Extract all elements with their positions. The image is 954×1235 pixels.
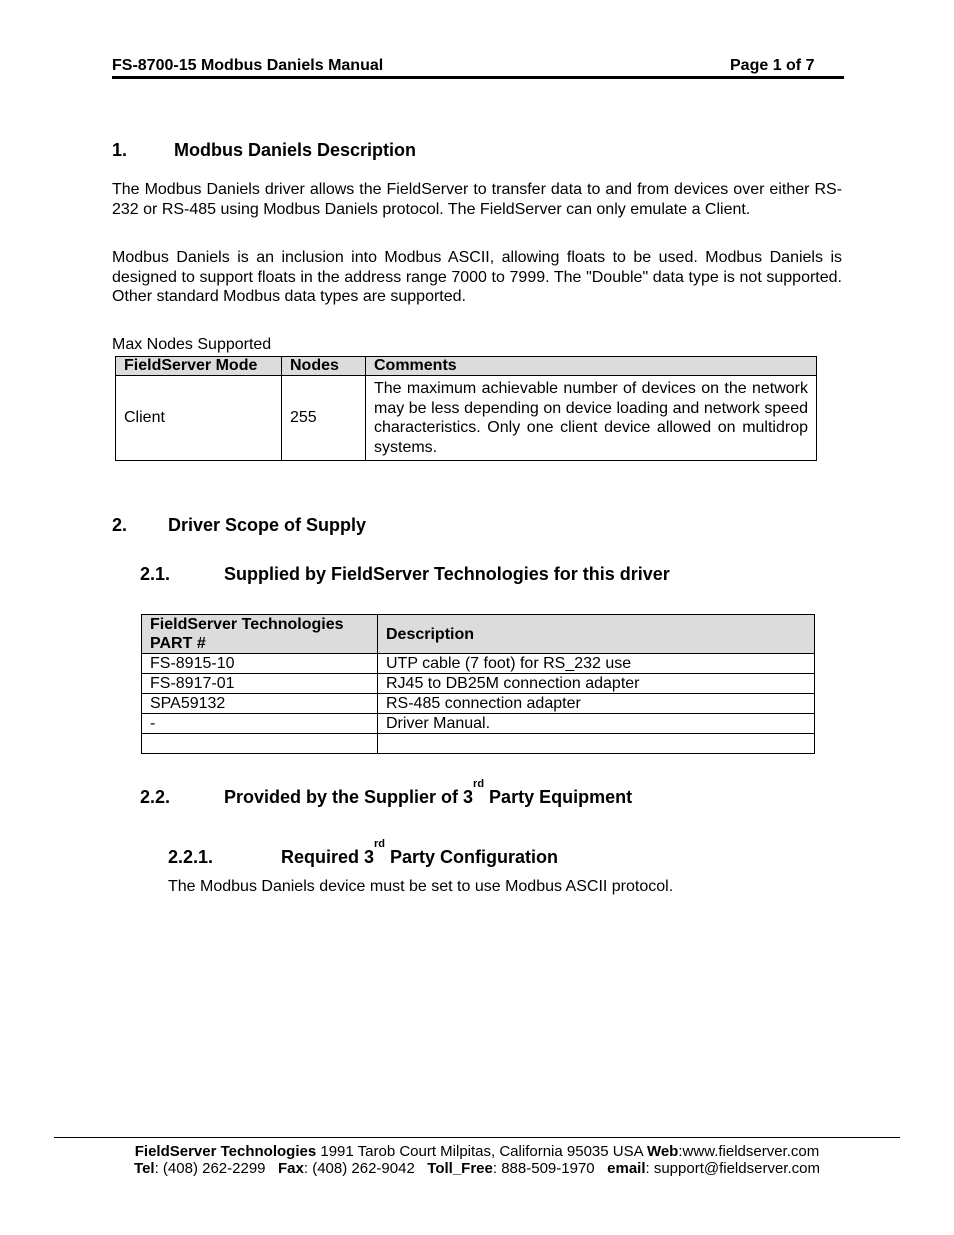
- footer-tollfree: : 888-509-1970: [492, 1160, 608, 1177]
- table-cell: -: [142, 714, 378, 734]
- table-cell: RJ45 to DB25M connection adapter: [378, 674, 815, 694]
- section-2-1-number: 2.1.: [140, 564, 171, 584]
- footer-company: FieldServer Technologies: [134, 1143, 317, 1160]
- footer-address: 1991 Tarob Court Milpitas, California 95035 USA: [316, 1143, 647, 1160]
- table-cell: [142, 734, 378, 754]
- table-row: [142, 674, 815, 694]
- section-2-1-title: Supplied by FieldServer Technologies for this driver: [224, 564, 670, 584]
- table-cell: FS-8917-01: [142, 674, 378, 694]
- footer-email-label: email: [607, 1160, 646, 1177]
- table-row: [142, 734, 815, 754]
- table-cell: Client: [116, 376, 282, 461]
- table-cell: UTP cable (7 foot) for RS_232 use: [378, 654, 815, 674]
- section-2-2-1-text: The Modbus Daniels device must be set to use Modbus ASCII protocol.: [168, 878, 674, 895]
- footer-tel: : (408) 262-2299: [154, 1160, 279, 1177]
- column-header: Comments: [366, 357, 817, 376]
- table-cell: FS-8915-10: [142, 654, 378, 674]
- section-2-2-1-title: Required 3rd Party Configuration: [281, 838, 559, 867]
- table-cell: 255: [282, 376, 366, 461]
- table-cell: [378, 734, 815, 754]
- table-cell: SPA59132: [142, 694, 378, 714]
- section-2-2-number: 2.2.: [140, 787, 171, 807]
- footer-rule: [54, 1137, 900, 1138]
- column-header: FieldServer Mode: [116, 357, 282, 376]
- table-caption: Max Nodes Supported: [112, 336, 272, 353]
- section-1-paragraph-1: The Modbus Daniels driver allows the FieldServer to transfer data to and from devices over either RS-232 or RS-485 using Modbus Daniels protocol. The FieldServer can only emulate a Client.: [112, 181, 842, 218]
- table-cell: Driver Manual.: [378, 714, 815, 734]
- table-row: [142, 714, 815, 734]
- column-header: Description: [378, 615, 815, 654]
- parts-table: [141, 614, 815, 754]
- table-row: [142, 654, 815, 674]
- table-cell: RS-485 connection adapter: [378, 694, 815, 714]
- header-rule: [112, 76, 844, 79]
- footer-line-2: [54, 1160, 900, 1177]
- section-2-number: 2.: [112, 515, 128, 535]
- max-nodes-table: [115, 356, 817, 461]
- footer-tollfree-label: Toll_Free: [427, 1160, 493, 1177]
- column-header: Nodes: [282, 357, 366, 376]
- footer-web-label: Web: [646, 1143, 679, 1160]
- table-header-row: [116, 357, 817, 376]
- section-1-number: 1.: [112, 140, 128, 160]
- footer-line-1: [54, 1143, 900, 1160]
- footer-fax-label: Fax: [278, 1160, 304, 1177]
- section-1-paragraph-2: Modbus Daniels is an inclusion into Modbus ASCII, allowing floats to be used. Modbus Daniels is designed to support floats in the address range 7000 to 7999. The "Double" data type is not supported. Other standard Modbus data types are supported.: [112, 249, 842, 306]
- section-1-title: Modbus Daniels Description: [174, 140, 417, 160]
- footer-email: : support@fieldserver.com: [645, 1160, 820, 1177]
- document-title: FS-8700-15 Modbus Daniels Manual: [112, 57, 384, 74]
- table-row: [116, 376, 817, 461]
- table-row: [142, 694, 815, 714]
- section-2-2-title: Provided by the Supplier of 3rd Party Equipment: [224, 778, 633, 807]
- section-2-2-1-number: 2.2.1.: [168, 847, 214, 867]
- table-cell: The maximum achievable number of devices on the network may be less depending on device loading and network speed characteristics. Only one client device allowed on multidrop systems.: [366, 376, 817, 461]
- footer-tel-label: Tel: [134, 1160, 155, 1177]
- column-header: FieldServer Technologies PART #: [142, 615, 378, 654]
- page-number: Page 1 of 7: [730, 57, 815, 74]
- footer-web: :www.fieldserver.com: [678, 1143, 820, 1160]
- footer-fax: : (408) 262-9042: [303, 1160, 428, 1177]
- section-2-title: Driver Scope of Supply: [168, 515, 367, 535]
- table-header-row: [142, 615, 815, 654]
